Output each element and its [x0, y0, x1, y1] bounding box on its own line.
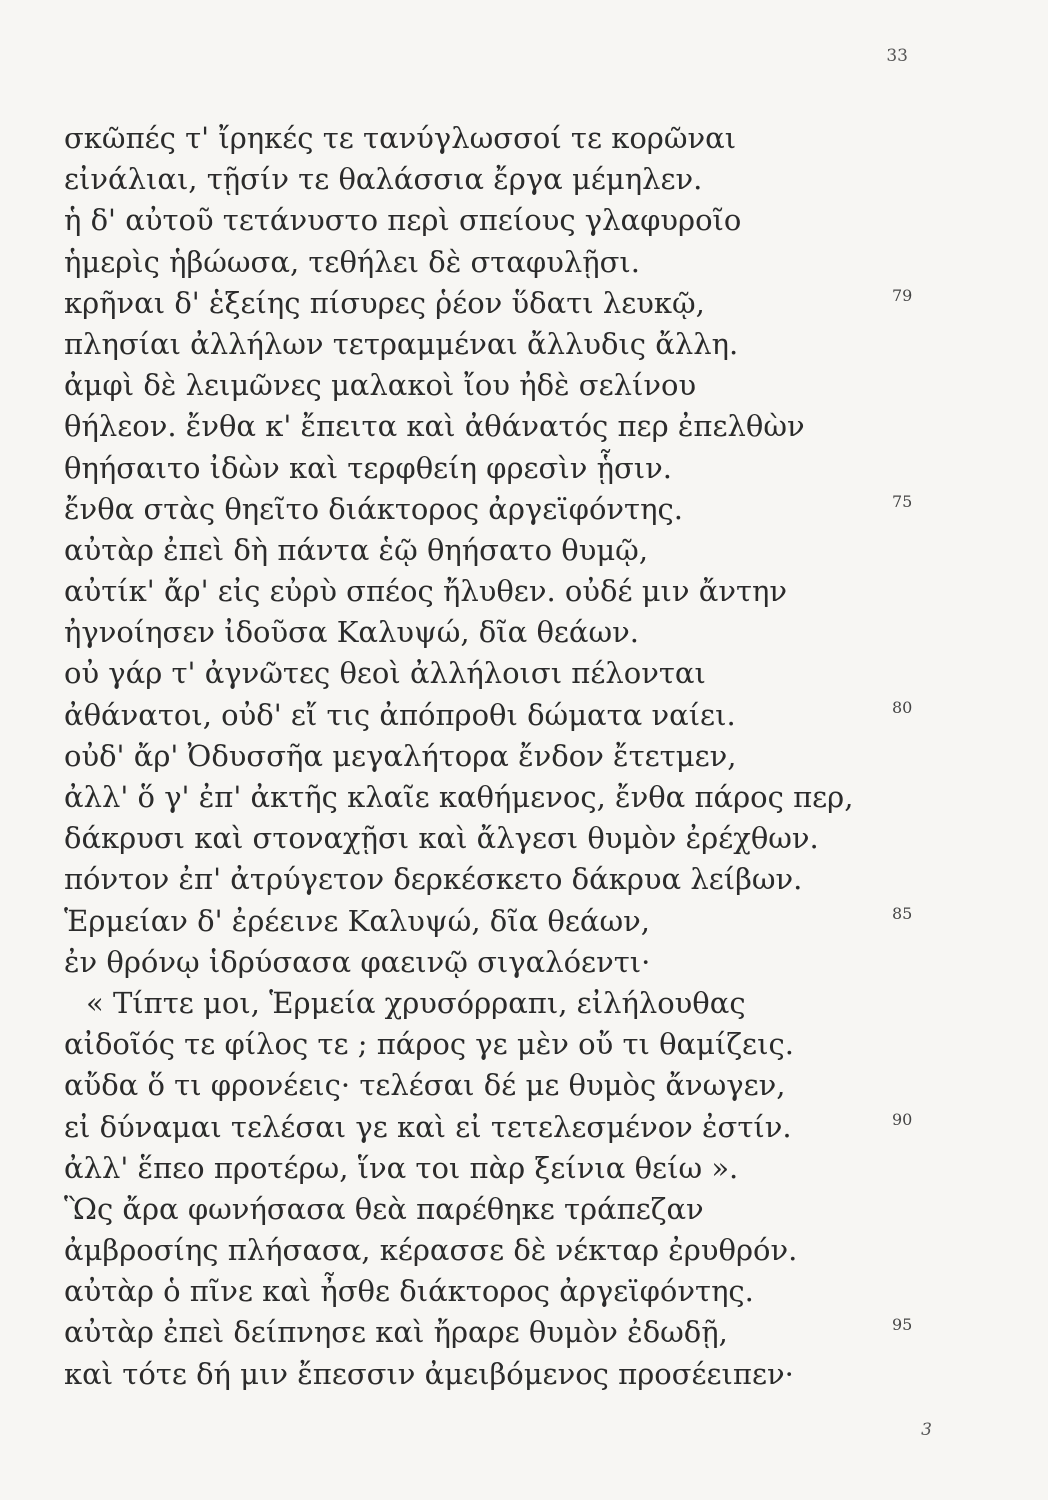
verse-text: αὐτὰρ ἐπεὶ δὴ πάντα ἑῷ θηήσατο θυμῷ, — [64, 532, 649, 567]
verse-line — [64, 777, 944, 818]
verse-line — [64, 859, 944, 900]
verse-line — [64, 695, 944, 736]
verse-line — [64, 901, 944, 942]
verse-line — [64, 1312, 944, 1353]
line-number: 85 — [892, 903, 913, 923]
verse-text: ἐν θρόνῳ ἱδρύσασα φαεινῷ σιγαλόεντι· — [64, 944, 651, 979]
verse-line — [64, 324, 944, 365]
line-number: 80 — [892, 697, 913, 717]
signature-mark: 3 — [921, 1420, 932, 1440]
verse-block — [64, 118, 944, 1395]
verse-text: ἔνθα στὰς θηεῖτο διάκτορος ἀργεϊφόντης. — [64, 491, 683, 526]
verse-text: σκῶπές τ' ἴρηκές τε τανύγλωσσοί τε κορῶναι — [64, 121, 737, 155]
verse-line — [64, 159, 944, 200]
verse-text: αἰδοῖός τε φίλος τε ; πάρος γε μὲν οὔ τι θαμίζεις. — [64, 1027, 794, 1062]
verse-line — [64, 448, 944, 489]
verse-text: δάκρυσι καὶ στοναχῇσι καὶ ἄλγεσι θυμὸν ἐρέχθων. — [64, 821, 819, 856]
verse-text: ἀλλ' ἕπεο προτέρω, ἵνα τοι πὰρ ξείνια θείω ». — [64, 1150, 739, 1185]
verse-line — [64, 942, 944, 983]
verse-text: εἰ δύναμαι τελέσαι γε καὶ εἰ τετελεσμένον ἐστίν. — [64, 1109, 792, 1144]
verse-line — [64, 1189, 944, 1230]
verse-line — [64, 1107, 944, 1148]
verse-text: πόντον ἐπ' ἀτρύγετον δερκέσκετο δάκρυα λείβων. — [64, 862, 803, 897]
verse-text: θηήσαιτο ἰδὼν καὶ τερφθείη φρεσὶν ᾗσιν. — [64, 450, 672, 485]
verse-text: αὐτίκ' ἄρ' εἰς εὐρὺ σπέος ἤλυθεν. οὐδέ μιν ἄντην — [64, 574, 788, 609]
verse-text: « Τίπτε μοι, Ἑρμεία χρυσόρραπι, εἰλήλουθας — [86, 985, 746, 1020]
verse-line — [64, 818, 944, 859]
verse-text: κρῆναι δ' ἑξείης πίσυρες ῥέον ὕδατι λευκῷ, — [64, 285, 705, 320]
line-number: 75 — [892, 491, 913, 511]
verse-text: ἠγνοίησεν ἰδοῦσα Καλυψώ, δῖα θεάων. — [64, 615, 640, 650]
verse-text: Ὣς ἄρα φωνήσασα θεὰ παρέθηκε τράπεζαν — [64, 1191, 704, 1226]
verse-text: ἀθάνατοι, οὐδ' εἴ τις ἀπόπροθι δώματα ναίει. — [64, 697, 736, 732]
verse-text: Ἑρμείαν δ' ἐρέεινε Καλυψώ, δῖα θεάων, — [64, 903, 650, 938]
verse-text: ἡμερὶς ἡβώωσα, τεθήλει δὲ σταφυλῇσι. — [64, 244, 641, 279]
verse-line — [64, 1230, 944, 1271]
verse-text: ἀμφὶ δὲ λειμῶνες μαλακοὶ ἴου ἠδὲ σελίνου — [64, 368, 697, 403]
verse-line — [64, 1065, 944, 1106]
verse-line — [64, 653, 944, 694]
verse-text: ἡ δ' αὐτοῦ τετάνυστο περὶ σπείους γλαφυροῖο — [64, 203, 742, 238]
verse-line — [64, 1024, 944, 1065]
verse-text: αὐτὰρ ἐπεὶ δείπνησε καὶ ἤραρε θυμὸν ἐδωδῇ, — [64, 1315, 728, 1350]
verse-text: εἰνάλιαι, τῇσίν τε θαλάσσια ἔργα μέμηλεν. — [64, 162, 703, 197]
verse-text: καὶ τότε δή μιν ἔπεσσιν ἀμειβόμενος προσέειπεν· — [64, 1356, 794, 1391]
line-number: 95 — [892, 1315, 913, 1335]
verse-line — [64, 118, 944, 159]
verse-text: θήλεον. ἔνθα κ' ἔπειτα καὶ ἀθάνατός περ ἐπελθὼν — [64, 409, 805, 444]
verse-line — [64, 365, 944, 406]
verse-line — [64, 1271, 944, 1312]
verse-text: πλησίαι ἀλλήλων τετραμμέναι ἄλλυδις ἄλλη. — [64, 326, 739, 361]
verse-line — [64, 406, 944, 447]
verse-text: ἀλλ' ὅ γ' ἐπ' ἀκτῆς κλαῖε καθήμενος, ἔνθα πάρος περ, — [64, 780, 854, 814]
line-number: 79 — [892, 285, 913, 305]
verse-text: ἀμβροσίης πλήσασα, κέρασσε δὲ νέκταρ ἐρυθρόν. — [64, 1233, 798, 1268]
verse-line — [64, 489, 944, 530]
verse-line — [64, 612, 944, 653]
verse-text: οὐ γάρ τ' ἀγνῶτες θεοὶ ἀλλήλοισι πέλονται — [64, 656, 706, 691]
verse-line — [64, 571, 944, 612]
verse-line — [64, 736, 944, 777]
verse-line — [64, 1354, 944, 1395]
verse-text: αὐτὰρ ὁ πῖνε καὶ ἦσθε διάκτορος ἀργεϊφόντης. — [64, 1274, 754, 1309]
verse-line — [64, 242, 944, 283]
verse-text: οὐδ' ἄρ' Ὀδυσσῆα μεγαλήτορα ἔνδον ἔτετμεν, — [64, 738, 737, 773]
verse-line — [64, 283, 944, 324]
verse-text: αὔδα ὅ τι φρονέεις· τελέσαι δέ με θυμὸς ἄνωγεν, — [64, 1068, 786, 1103]
verse-line — [64, 983, 944, 1024]
line-number: 90 — [892, 1109, 913, 1129]
verse-line — [64, 1148, 944, 1189]
verse-line — [64, 200, 944, 241]
verse-line — [64, 530, 944, 571]
page-number: 33 — [886, 46, 908, 66]
